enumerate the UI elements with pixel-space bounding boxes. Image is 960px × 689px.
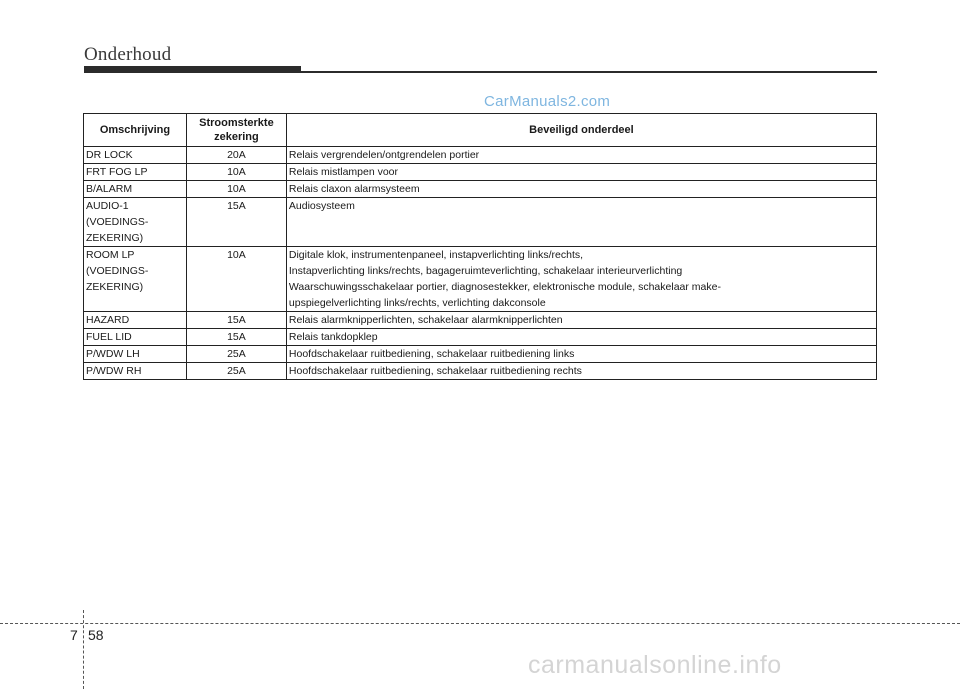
fuse-amperage: 15A (186, 312, 286, 329)
fuse-protected-cell (286, 346, 876, 363)
fuse-name-cell (84, 312, 187, 329)
fuse-name: P/WDW RH (86, 365, 142, 377)
fuse-protected-component: Relais mistlampen voor (288, 166, 399, 178)
fuse-name-cell (84, 147, 187, 164)
fuse-protected-component: Hoofdschakelaar ruitbediening, schakelaar ruitbediening links (288, 348, 575, 360)
fuse-protected-cell (286, 147, 876, 164)
table-row (84, 346, 877, 363)
fuse-amperage: 25A (186, 346, 286, 363)
fuse-protected-component: Relais alarmknipperlichten, schakelaar alarmknipperlichten (288, 314, 563, 326)
fuse-amperage: 25A (186, 363, 286, 380)
fuse-name-cell (84, 329, 187, 346)
fuse-table (83, 113, 877, 380)
fuse-name: ROOM LP (86, 249, 135, 261)
table-row (84, 198, 877, 247)
watermark-bottom: carmanualsonline.info (528, 651, 782, 679)
fuse-amperage: 20A (186, 147, 286, 164)
fuse-name-cell (84, 181, 187, 198)
table-row (84, 181, 877, 198)
column-header-amperage-line2: zekering (214, 131, 259, 143)
fuse-amperage: 15A (186, 329, 286, 346)
header-bar (84, 66, 301, 73)
page-number: 58 (88, 627, 104, 643)
fuse-protected-cell (286, 363, 876, 380)
fuse-name-cell (84, 164, 187, 181)
fuse-protected-cell (286, 164, 876, 181)
fuse-amperage: 10A (186, 164, 286, 181)
fuse-protected-component: Relais claxon alarmsysteem (288, 183, 420, 195)
fuse-name: ZEKERING) (86, 232, 144, 244)
fuse-protected-component: Waarschuwingsschakelaar portier, diagnosestekker, elektronische module, schakelaar make- (288, 281, 721, 293)
fuse-protected-component: Relais tankdopklep (288, 331, 378, 343)
fuse-name: FUEL LID (86, 331, 132, 343)
footer-rule (0, 623, 960, 624)
fuse-name-cell (84, 346, 187, 363)
column-header-amperage-line1: Stroomsterkte (199, 117, 274, 129)
table-row (84, 164, 877, 181)
fuse-protected-cell (286, 198, 876, 247)
fuse-protected-cell (286, 181, 876, 198)
fuse-name: ZEKERING) (86, 281, 144, 293)
fuse-name-cell (84, 247, 187, 312)
fuse-amperage: 10A (186, 181, 286, 198)
footer-divider (83, 610, 84, 689)
fuse-protected-component: Digitale klok, instrumentenpaneel, instapverlichting links/rechts, (288, 249, 584, 261)
fuse-name-cell (84, 198, 187, 247)
fuse-protected-component: Instapverlichting links/rechts, bagageruimteverlichting, schakelaar interieurverlichting (288, 265, 683, 277)
table-row (84, 363, 877, 380)
fuse-protected-cell (286, 312, 876, 329)
table-row (84, 312, 877, 329)
fuse-name: B/ALARM (86, 183, 133, 195)
column-header-description: Omschrijving (84, 114, 187, 147)
fuse-name: FRT FOG LP (86, 166, 148, 178)
fuse-name: P/WDW LH (86, 348, 140, 360)
fuse-protected-component: Relais vergrendelen/ontgrendelen portier (288, 149, 480, 161)
fuse-name: DR LOCK (86, 149, 133, 161)
fuse-name: HAZARD (86, 314, 130, 326)
fuse-protected-cell (286, 247, 876, 312)
fuse-amperage: 10A (186, 247, 286, 312)
fuse-name: (VOEDINGS- (86, 216, 149, 228)
header-rule (301, 71, 877, 73)
fuse-protected-component: Audiosysteem (288, 200, 355, 212)
column-header-protected: Beveiligd onderdeel (286, 114, 876, 147)
section-title: Onderhoud (84, 44, 172, 65)
table-row (84, 329, 877, 346)
fuse-amperage: 15A (186, 198, 286, 247)
fuse-name: AUDIO-1 (86, 200, 129, 212)
table-header-row (84, 114, 877, 147)
table-row (84, 247, 877, 312)
fuse-protected-component: upspiegelverlichting links/rechts, verlichting dakconsole (288, 297, 546, 309)
chapter-number: 7 (70, 627, 78, 643)
fuse-name: (VOEDINGS- (86, 265, 149, 277)
table-row (84, 147, 877, 164)
column-header-amperage (186, 114, 286, 147)
fuse-name-cell (84, 363, 187, 380)
watermark-top: CarManuals2.com (484, 93, 611, 110)
fuse-protected-component: Hoofdschakelaar ruitbediening, schakelaar ruitbediening rechts (288, 365, 582, 377)
fuse-protected-cell (286, 329, 876, 346)
